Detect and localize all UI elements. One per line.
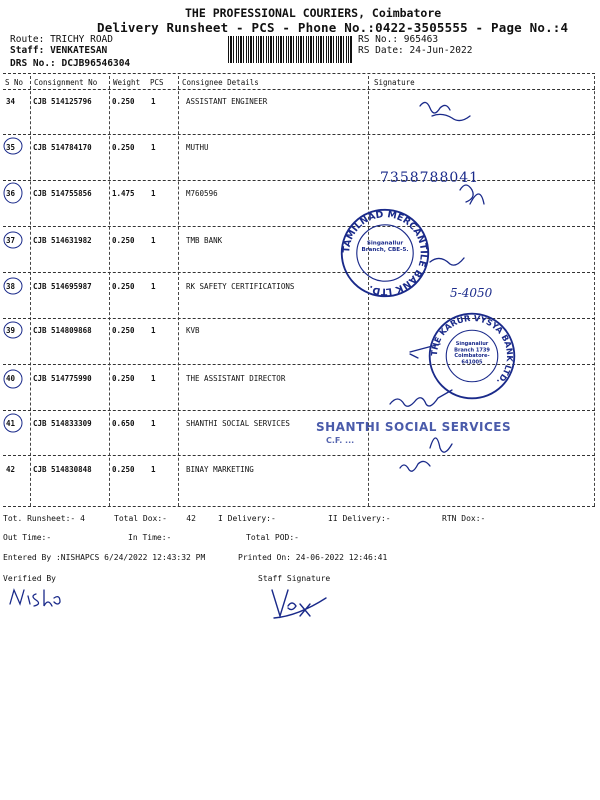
- ii-delivery: II Delivery:-: [328, 514, 391, 523]
- row-consignee: RK SAFETY CERTIFICATIONS: [186, 282, 295, 291]
- signature-42a: [400, 461, 430, 471]
- row-consignee: ASSISTANT ENGINEER: [186, 97, 268, 106]
- route-value: TRICHY ROAD: [50, 34, 113, 45]
- row-consignment: CJB 514833309: [33, 419, 92, 428]
- row-pcs: 1: [151, 236, 156, 245]
- route-label: Route:: [10, 34, 45, 45]
- col-header-signature: Signature: [374, 78, 415, 87]
- rs-no-label: RS No.:: [358, 34, 399, 45]
- row-pcs: 1: [151, 465, 156, 474]
- rs-no-row: [358, 34, 438, 45]
- col-sep-2: [109, 76, 110, 506]
- row-pcs: 1: [151, 374, 156, 383]
- staff-signature-label: Staff Signature: [258, 574, 331, 583]
- row-consignee: BINAY MARKETING: [186, 465, 254, 474]
- circle-41: [4, 414, 22, 432]
- row-consignment: CJB 514695987: [33, 282, 92, 291]
- i-delivery: I Delivery:-: [218, 514, 276, 523]
- staff-signature: [268, 586, 330, 622]
- row-consignee: SHANTHI SOCIAL SERVICES: [186, 419, 290, 428]
- signature-36: [460, 185, 484, 204]
- row-weight: 0.250: [112, 236, 135, 245]
- table-top-rule: [3, 73, 595, 74]
- verified-signature: [6, 584, 66, 610]
- total-dox-label: Total Dox:-: [114, 514, 167, 523]
- barcode: [228, 36, 352, 63]
- stamp-tmb: [338, 206, 432, 300]
- stamp-kvb-inner: Singanallur Branch 1739 Coimbatore-641005: [454, 341, 490, 365]
- rs-date-label: RS Date:: [358, 45, 404, 56]
- staff-label: Staff:: [10, 45, 45, 56]
- row-sno: 38: [6, 282, 16, 291]
- stamp-tmb-ring: TAMILNAD MERCANTILE BANK LTD.: [341, 209, 429, 297]
- col-header-consignment: Consignment No: [34, 78, 98, 87]
- total-pod: Total POD:-: [246, 533, 299, 542]
- drs-label: DRS No.:: [10, 58, 56, 69]
- row-pcs: 1: [151, 97, 156, 106]
- row-consignee: KVB: [186, 326, 200, 335]
- signature-37: [430, 258, 464, 265]
- runsheet-subtitle: Delivery Runsheet - PCS - Phone No.:0422-3505555 - Page No.:4: [97, 20, 569, 35]
- row-consignment: CJB 514125796: [33, 97, 92, 106]
- row-weight: 0.250: [112, 465, 135, 474]
- verified-by: Verified By: [3, 574, 56, 583]
- row-weight: 0.250: [112, 282, 135, 291]
- handwritten-note-38: 5-4050: [450, 286, 493, 300]
- entered-by: Entered By :NISHAPCS 6/24/2022 12:43:32 PM: [3, 553, 206, 562]
- col-header-weight: Weight: [113, 78, 141, 87]
- col-sep-3: [178, 76, 179, 506]
- tot-runsheet: [3, 514, 85, 523]
- signature-41: [430, 438, 452, 452]
- rtn-dox: RTN Dox:-: [442, 514, 486, 523]
- table-bottom-rule: [3, 506, 595, 507]
- row-consignment: CJB 514631982: [33, 236, 92, 245]
- out-time: Out Time:-: [3, 533, 52, 542]
- rs-date-value: 24-Jun-2022: [409, 45, 473, 56]
- row-weight: 0.650: [112, 419, 135, 428]
- company-title: THE PROFESSIONAL COURIERS, Coimbatore: [185, 6, 442, 20]
- tot-runsheet-value: 4: [80, 514, 85, 523]
- row-pcs: 1: [151, 419, 156, 428]
- rs-date-row: [358, 45, 472, 56]
- row-weight: 1.475: [112, 189, 135, 198]
- row-number-circles: [0, 0, 40, 500]
- row-sno: 42: [6, 465, 16, 474]
- in-time: In Time:-: [128, 533, 172, 542]
- tot-runsheet-label: Tot. Runsheet:-: [3, 514, 76, 523]
- printed-on: Printed On: 24-06-2022 12:46:41: [238, 553, 388, 562]
- row-sno: 35: [6, 143, 16, 152]
- handwritten-phone: 7358788041: [380, 170, 480, 186]
- row-sno: 41: [6, 419, 16, 428]
- circle-36: [4, 183, 22, 203]
- col-header-sno: S No: [5, 78, 24, 87]
- row-weight: 0.250: [112, 97, 135, 106]
- col-header-consignee: Consignee Details: [182, 78, 259, 87]
- rs-no-value: 965463: [403, 34, 439, 45]
- circle-37: [4, 232, 22, 248]
- row-consignment: CJB 514784170: [33, 143, 92, 152]
- row-pcs: 1: [151, 143, 156, 152]
- row-weight: 0.250: [112, 143, 135, 152]
- circle-38: [4, 278, 22, 294]
- row-sno: 36: [6, 189, 16, 198]
- row-consignee: TMB BANK: [186, 236, 223, 245]
- row-consignee: M760596: [186, 189, 218, 198]
- row-sno: 40: [6, 374, 16, 383]
- row-consignment: CJB 514809868: [33, 326, 92, 335]
- stamp-social-sub: C.F. ...: [326, 436, 355, 445]
- stamp-social: SHANTHI SOCIAL SERVICES: [316, 420, 512, 434]
- row-sno: 34: [6, 97, 16, 106]
- total-dox-value: 42: [186, 514, 196, 523]
- row-consignee: THE ASSISTANT DIRECTOR: [186, 374, 286, 383]
- drs-value: DCJB96546304: [61, 58, 131, 69]
- col-header-pcs: PCS: [150, 78, 164, 87]
- row-sno: 37: [6, 236, 16, 245]
- row-weight: 0.250: [112, 374, 135, 383]
- row-pcs: 1: [151, 282, 156, 291]
- staff-value: VENKATESAN: [50, 45, 108, 56]
- circle-35: [4, 138, 22, 154]
- row-consignment: CJB 514775990: [33, 374, 92, 383]
- row-consignment: CJB 514830848: [33, 465, 92, 474]
- row-pcs: 1: [151, 189, 156, 198]
- stamp-kvb-ring: THE KARUR VYSYA BANK LTD.: [428, 312, 516, 387]
- row-sno: 39: [6, 326, 16, 335]
- row-consignee: MUTHU: [186, 143, 209, 152]
- stamp-tmb-inner: Singanallur Branch, CBE-5.: [361, 239, 409, 254]
- table-header-rule: [3, 89, 595, 90]
- circle-40: [4, 370, 22, 388]
- stamp-kvb: [426, 310, 518, 402]
- circle-39: [4, 322, 22, 338]
- total-dox: [114, 514, 196, 523]
- row-pcs: 1: [151, 326, 156, 335]
- row-weight: 0.250: [112, 326, 135, 335]
- row-consignment: CJB 514755856: [33, 189, 92, 198]
- signature-34: [420, 102, 470, 120]
